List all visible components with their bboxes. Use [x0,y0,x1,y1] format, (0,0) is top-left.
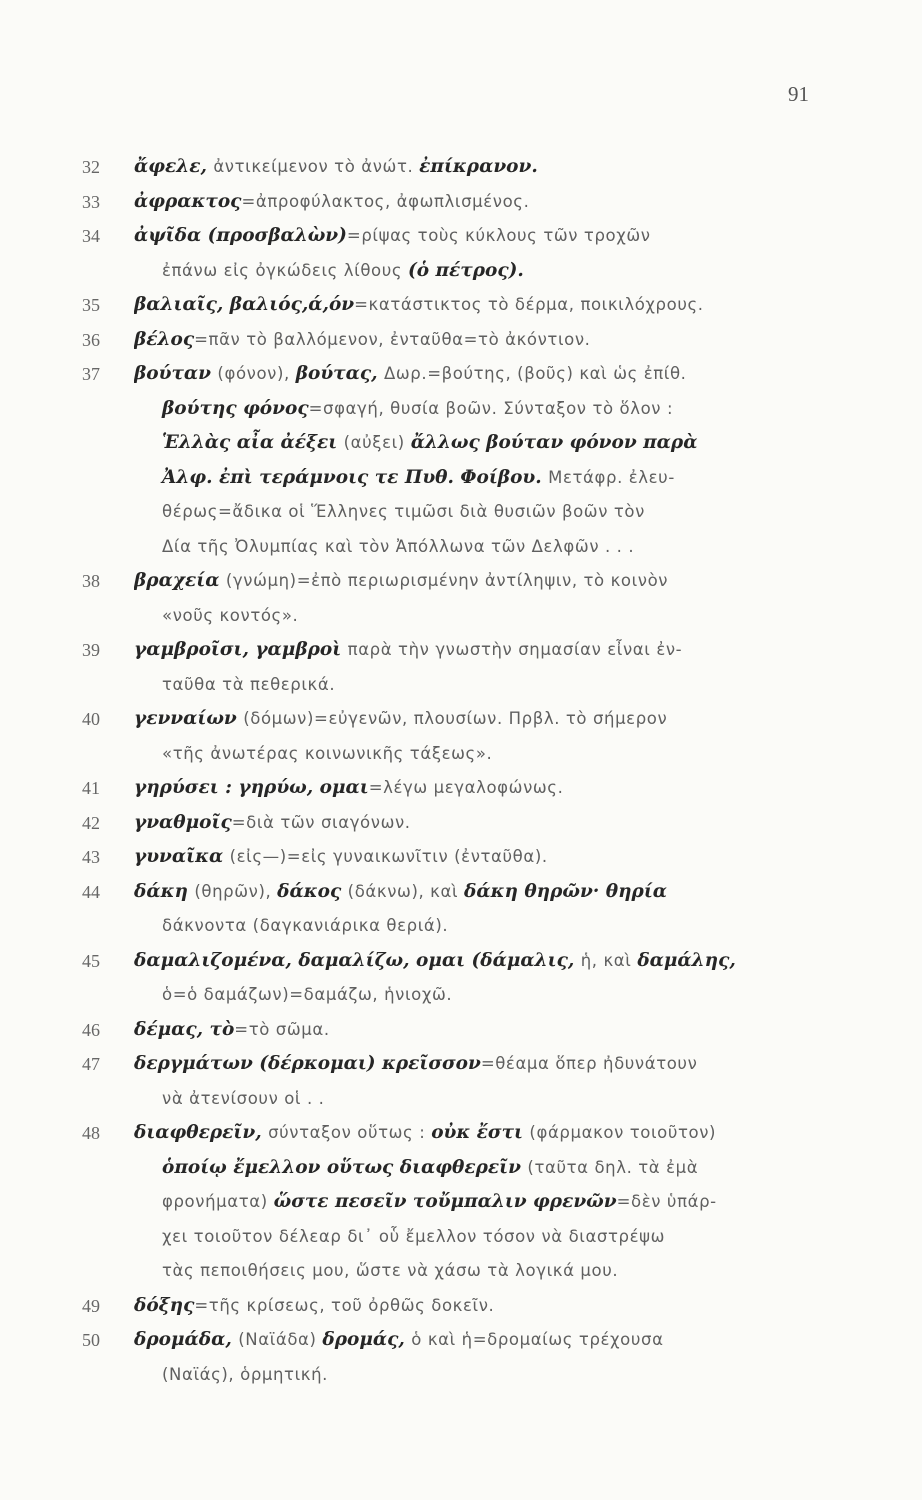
entry-line [134,461,824,496]
glossary-entry [82,944,824,1013]
gloss-text: =τὸ σῶμα. [234,1019,330,1039]
gloss-text: ταῦθα τὰ πεθερικά. [162,674,336,694]
gloss-text: (δόμων)=εὐγενῶν, πλουσίων. Πρβλ. τὸ σήμερον [243,709,668,728]
gloss-text: σύνταξον οὕτως : [268,1123,432,1142]
entry-line [134,702,824,737]
entry-line [134,564,824,599]
gloss-text: (φάρμακον τοιοῦτον) [529,1123,717,1142]
glossary-entries [82,150,824,1392]
entry-line [134,1013,824,1048]
gloss-text: =πᾶν τὸ βαλλόμενον, ἐνταῦθα=τὸ ἀκόντιον. [194,329,591,349]
glossary-entry [82,1116,824,1289]
headword: ὁποίῳ ἔμελλον οὕτως διαφθερεῖν [162,1156,528,1178]
headword: γναθμοῖς [134,811,232,833]
gloss-text: (θηρῶν), [194,881,278,901]
glossary-entry [82,357,824,564]
gloss-text: χει τοιοῦτον δέλεαρ δι᾽ οὗ ἔμελλον τόσον νὰ διαστρέψω [162,1226,666,1246]
headword: ὥστε πεσεῖν τοὔμπαλιν φρενῶν [273,1191,617,1212]
gloss-text: «νοῦς κοντός». [162,605,299,625]
gloss-text: =κατάστικτος τὸ δέρμα, ποικιλόχρους. [354,295,704,314]
entry-line [134,1185,824,1220]
entry-line [134,1323,824,1358]
headword: βούτης φόνος [162,397,309,419]
glossary-entry [82,219,824,288]
headword: γυναῖκα [134,846,230,867]
entry-line [134,909,824,944]
entry-number: 34 [82,226,100,246]
glossary-entry [82,185,824,220]
glossary-entry [82,633,824,702]
glossary-entry [82,150,824,185]
gloss-text: ἐπάνω εἰς ὀγκώδεις λίθους [162,260,408,280]
entry-line [134,1358,824,1393]
page-number: 91 [788,82,809,106]
gloss-text: Μετάφρ. ἐλευ- [548,467,675,487]
entry-number: 36 [82,329,100,350]
gloss-text: ἡ, καὶ [580,950,638,970]
headword: δόξης [134,1294,195,1316]
entry-line [134,668,824,703]
gloss-text: (δάκνω), καὶ [347,881,464,901]
gloss-text: δάκνοντα (δαγκανιάρικα θεριά). [162,916,449,935]
headword: δάκη θηρῶν· θηρία [464,880,668,902]
headword: δρομάς, [322,1329,412,1350]
gloss-text: Δία τῆς Ὀλυμπίας καὶ τὸν Ἀπόλλωνα τῶν Δελφῶν . . . [162,536,635,556]
gloss-text: =δὲν ὑπάρ- [616,1192,717,1211]
entry-line [134,392,824,427]
entry-number: 40 [82,709,100,729]
entry-line [134,1082,824,1117]
gloss-text: ὁ καὶ ἡ=δρομαίως τρέχουσα [411,1330,664,1349]
gloss-text: νὰ ἀτενίσουν οἱ . . [162,1088,325,1108]
gloss-text: (αὐξει) [343,433,411,452]
headword: βούταν [134,363,218,384]
gloss-text: =λέγω μεγαλοφώνως. [368,778,564,797]
entry-number: 45 [82,950,100,971]
gloss-text: (Ναϊάς), ὁρμητική. [162,1364,328,1384]
headword: δαμάλης, [637,949,736,971]
headword: δάκος [277,880,348,902]
gloss-text: παρὰ τὴν γνωστὴν σημασίαν εἶναι ἐν- [347,640,683,659]
glossary-entry [82,1013,824,1048]
entry-number: 50 [82,1330,100,1350]
entry-line [134,495,824,530]
gloss-text: =τῆς κρίσεως, τοῦ ὀρθῶς δοκεῖν. [194,1295,495,1315]
gloss-text: ἀντικείμενον τὸ ἀνώτ. [213,157,420,176]
gloss-text: =ἀπροφύλακτος, ἀφωπλισμένος. [241,191,530,211]
headword: ἄφελε, [134,156,214,177]
headword: γηρύσει : γηρύω, ομαι [134,777,369,798]
headword: ἀψῖδα (προσβαλὼν) [134,225,347,246]
entry-line [134,426,824,461]
headword: ἄλλως βούταν φόνον παρὰ [410,432,698,453]
gloss-text: ὁ=ὁ δαμάζων)=δαμάζω, ἡνιοχῶ. [162,985,453,1004]
glossary-entry [82,288,824,323]
entry-line [134,185,824,220]
entry-line [134,357,824,392]
headword: ἐπίκρανον. [419,156,538,177]
headword: γαμβροῖσι, γαμβροὶ [134,639,348,660]
entry-number: 44 [82,881,100,902]
gloss-text: (Ναϊάδα) [238,1330,323,1349]
entry-number: 48 [82,1123,100,1143]
entry-line [134,254,824,289]
headword: Ἑλλὰς αἶα ἀέξει [162,432,344,453]
glossary-entry [82,1047,824,1116]
headword: Ἀλφ. ἐπὶ τεράμνοις τε Πυθ. Φοίβου. [162,466,549,488]
entry-line [134,599,824,634]
headword: βραχεία [134,570,226,591]
entry-line [134,978,824,1013]
glossary-entry [82,840,824,875]
headword: γενναίων [134,708,244,729]
headword: δαμαλιζομένα, δαμαλίζω, ομαι (δάμαλις, [134,949,581,971]
gloss-text: τὰς πεποιθήσεις μου, ὥστε νὰ χάσω τὰ λογικά μου. [162,1261,619,1280]
gloss-text: (ταῦτα δηλ. τὰ ἐμὰ [527,1157,699,1177]
entry-line [134,219,824,254]
entry-number: 38 [82,571,100,591]
entry-number: 37 [82,364,100,384]
entry-line [134,806,824,841]
glossary-entry [82,806,824,841]
entry-number: 42 [82,812,100,833]
entry-number: 33 [82,191,100,212]
entry-number: 39 [82,640,100,660]
entry-number: 49 [82,1295,100,1316]
headword: οὐκ ἔστι [431,1122,530,1143]
headword: δέμας, τὸ [134,1018,235,1040]
entry-number: 46 [82,1019,100,1040]
entry-line [134,633,824,668]
entry-number: 43 [82,847,100,867]
gloss-text: Δωρ.=βούτης, (βοῦς) καὶ ὡς ἐπίθ. [384,364,687,383]
entry-line [134,1220,824,1255]
entry-line [134,1116,824,1151]
headword: δρομάδα, [134,1329,239,1350]
headword: διαφθερεῖν, [134,1122,269,1143]
entry-line [134,288,824,323]
entry-line [134,944,824,979]
gloss-text: φρονήματα) [162,1192,274,1211]
glossary-entry [82,702,824,771]
headword: ἀφρακτος [134,190,242,212]
headword: δάκη [134,880,195,902]
headword: βούτας, [295,363,384,384]
entry-line [134,1254,824,1289]
entry-number: 47 [82,1054,100,1074]
entry-line [134,1047,824,1082]
headword: δεργμάτων (δέρκομαι) κρεῖσσον [134,1053,481,1074]
gloss-text: «τῆς ἀνωτέρας κοινωνικῆς τάξεως». [162,743,493,763]
entry-number: 32 [82,157,100,177]
entry-line [134,737,824,772]
gloss-text: =σφαγή, θυσία βοῶν. Σύνταξον τὸ ὅλον : [308,398,674,418]
glossary-entry [82,1289,824,1324]
gloss-text: =διὰ τῶν σιαγόνων. [231,812,411,832]
entry-line [134,771,824,806]
headword: βέλος [134,328,195,350]
entry-line [134,840,824,875]
gloss-text: (γνώμη)=ἐπὸ περιωρισμένην ἀντίληψιν, τὸ κοινὸν [225,571,669,590]
entry-line [134,530,824,565]
entry-number: 35 [82,295,100,315]
gloss-text: (εἰς—)=εἰς γυναικωνῖτιν (ἐνταῦθα). [229,847,548,866]
glossary-entry [82,564,824,633]
glossary-entry [82,771,824,806]
entry-line [134,150,824,185]
headword: βαλιαῖς, βαλιός,ά,όν [134,294,355,315]
glossary-entry [82,323,824,358]
entry-line [134,323,824,358]
entry-line [134,875,824,910]
gloss-text: (φόνον), [217,364,296,383]
glossary-entry [82,875,824,944]
entry-line [134,1151,824,1186]
gloss-text: =θέαμα ὅπερ ἠδυνάτουν [480,1054,698,1073]
entry-number: 41 [82,778,100,798]
glossary-entry [82,1323,824,1392]
gloss-text: =ρίψας τοὺς κύκλους τῶν τροχῶν [346,226,651,245]
headword: (ὁ πέτρος). [407,259,524,281]
gloss-text: θέρως=ἄδικα οἱ Ἕλληνες τιμῶσι διὰ θυσιῶν βοῶν τὸν [162,502,645,521]
entry-line [134,1289,824,1324]
